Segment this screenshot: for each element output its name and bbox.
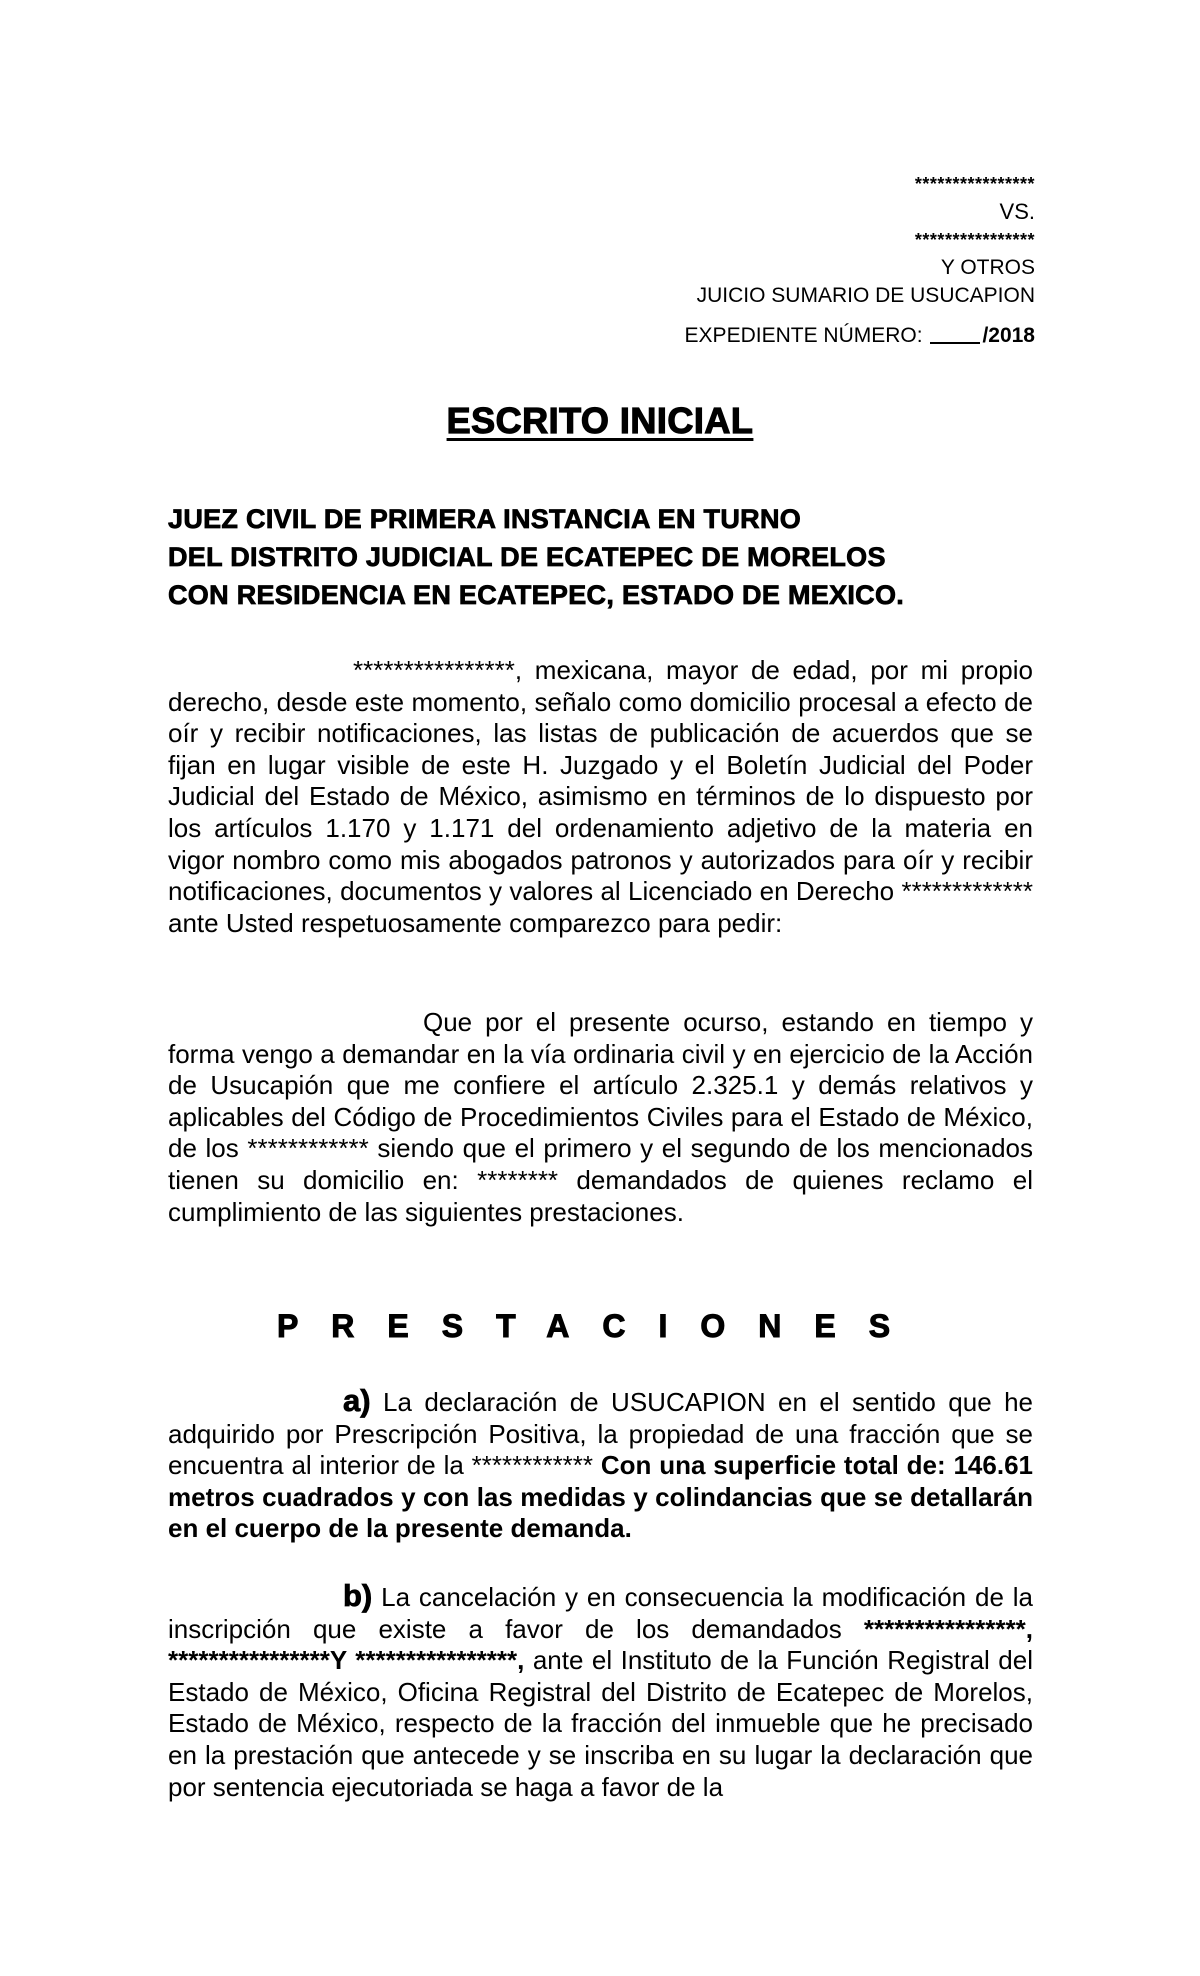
section-heading-prestaciones: PRESTACIONES xyxy=(276,1308,924,1344)
prestacion-b-letter: b) xyxy=(343,1578,373,1613)
file-number-label: EXPEDIENTE NÚMERO: xyxy=(684,324,923,347)
defendant-name: **************** xyxy=(914,230,1035,250)
file-number-year: /2018 xyxy=(982,324,1035,347)
prestacion-a-bold-text: Con una superficie total de: 146.61 metros cuadrados y con las medidas y colindancias que se detallarán en el cuerpo de la presente demanda. xyxy=(168,1450,1033,1544)
versus-label: VS. xyxy=(999,199,1035,224)
prestacion-b-text-2: ante el Instituto de la Función Registral del Estado de México, Oficina Registral del Distrito de Ecatepec de Morelos, Estado de México, respecto de la fracción del inmueble que he precisado en la prestación que antecede y se inscriba en su lugar la declaración que por sentencia ejecutoriada se haga a favor de la xyxy=(168,1645,1033,1802)
prestacion-b-text-1: La cancelación y en consecuencia la modificación de la inscripción que existe a favor de los demandados xyxy=(168,1582,1033,1644)
addressee-line-3: CON RESIDENCIA EN ECATEPEC, ESTADO DE MEXICO. xyxy=(168,580,905,610)
prestacion-a-text: La declaración de USUCAPION en el sentido que he adquirido por Prescripción Positiva, la propiedad de una fracción que se encuentra al interior de la ************ xyxy=(168,1387,1033,1481)
case-type: JUICIO SUMARIO DE USUCAPION xyxy=(696,284,1035,307)
plaintiff-name: **************** xyxy=(914,174,1035,194)
addressee-block xyxy=(168,500,904,614)
paragraph-appearance: ****************, mexicana, mayor de edad, por mi propio derecho, desde este momento, señalo como domicilio procesal a efecto de oír y recibir notificaciones, las listas de publicación de acuerdos que se fijan en lugar visible de este H. Juzgado y el Boletín Judicial del Poder Judicial del Estado de México, asimismo en términos de lo dispuesto por los artículos 1.170 y 1.171 del ordenamiento adjetivo de la materia en vigor nombro como mis abogados patronos y autorizados para oír y recibir notificaciones, documentos y valores al Licenciado en Derecho ************* ante Usted respetuosamente comparezco para pedir: xyxy=(168,655,1033,938)
prestacion-a xyxy=(168,1385,1033,1545)
file-number xyxy=(685,322,1035,350)
case-header xyxy=(685,170,1035,350)
prestacion-a-letter: a) xyxy=(343,1383,371,1418)
addressee-line-1: JUEZ CIVIL DE PRIMERA INSTANCIA EN TURNO xyxy=(168,504,802,534)
prestacion-b-defendants: ****************, ****************Y ****************, xyxy=(168,1613,1033,1676)
others-label: Y OTROS xyxy=(940,256,1035,279)
document-title: ESCRITO INICIAL xyxy=(446,400,754,441)
prestacion-b xyxy=(168,1580,1033,1803)
paragraph-demand: Que por el presente ocurso, estando en tiempo y forma vengo a demandar en la vía ordinaria civil y en ejercicio de la Acción de Usucapión que me confiere el artículo 2.325.1 y demás relativos y aplicables del Código de Procedimientos Civiles para el Estado de México, de los ************ siendo que el primero y el segundo de los mencionados tienen su domicilio en: ******** demandados de quienes reclamo el cumplimiento de las siguientes prestaciones. xyxy=(168,1007,1033,1227)
file-number-blank xyxy=(930,342,980,344)
addressee-line-2: DEL DISTRITO JUDICIAL DE ECATEPEC DE MORELOS xyxy=(168,542,886,572)
